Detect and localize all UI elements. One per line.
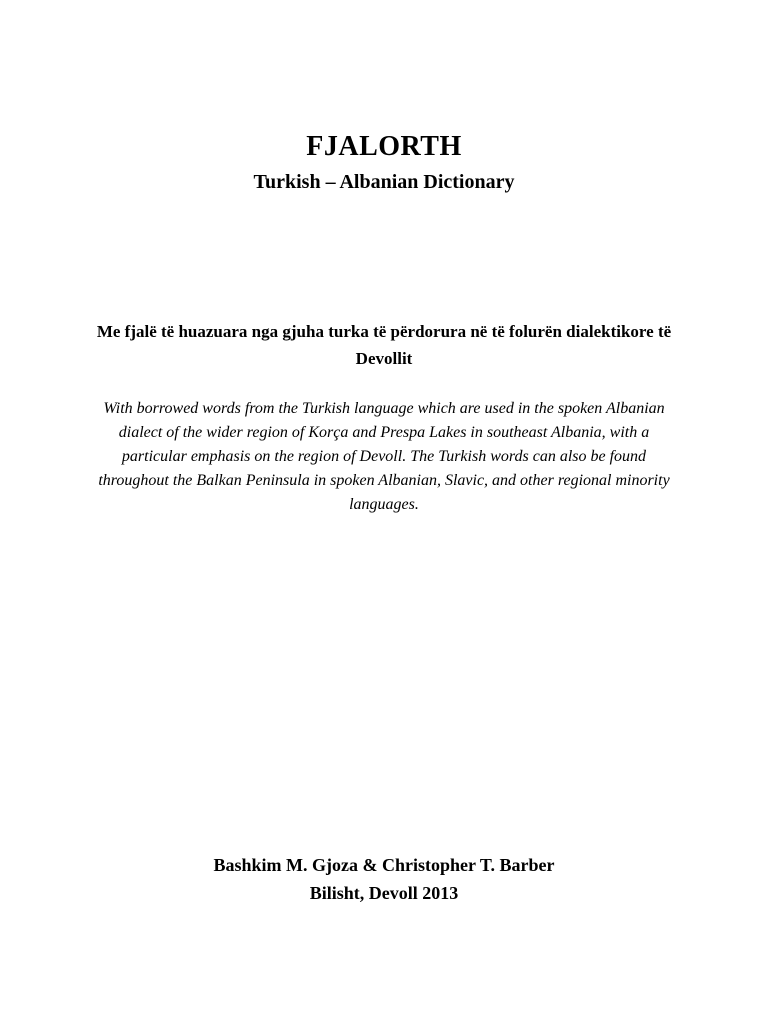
document-subtitle: Turkish – Albanian Dictionary xyxy=(253,171,515,193)
place-and-year: Bilisht, Devoll 2013 xyxy=(309,883,459,903)
authors: Bashkim M. Gjoza & Christopher T. Barber xyxy=(213,855,555,875)
english-description: With borrowed words from the Turkish language which are used in the spoken Albanian dialect of the wider region of Korça and Prespa Lakes in southeast Albania, with a particular emphasis on the region of Devoll. The Turkish words can also be found throughout the Balkan Peninsula in spoken Albanian, Slavic, and other regional minority languages. xyxy=(98,400,670,513)
albanian-description: Me fjalë të huazuara nga gjuha turka të përdorura në të folurën dialektikore të Devollit xyxy=(96,322,672,368)
document-title: FJALORTH xyxy=(306,131,462,162)
